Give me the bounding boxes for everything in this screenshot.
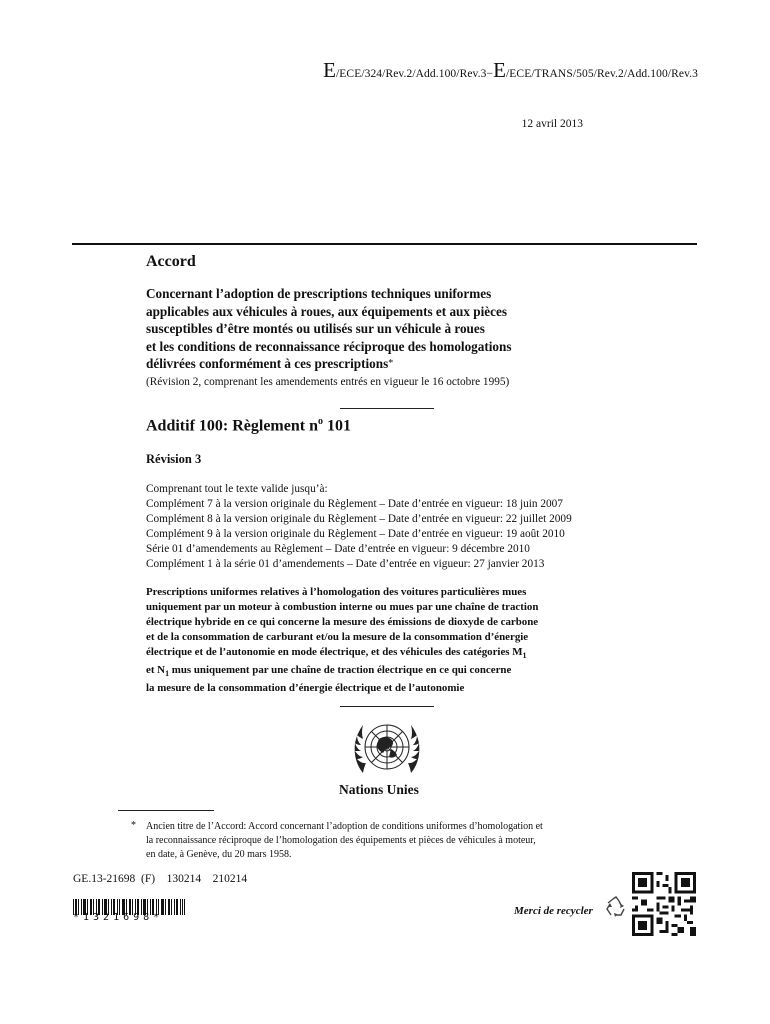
revision-label: Révision 3 bbox=[146, 452, 202, 466]
un-emblem-icon bbox=[343, 713, 431, 785]
prescriptions-text: et N bbox=[146, 664, 166, 677]
prescriptions-line: la mesure de la consommation d’énergie électrique et de l’autonomie bbox=[146, 682, 465, 695]
symbol-part1: /ECE/324/Rev.2/Add.100/Rev.3 bbox=[336, 68, 487, 80]
addendum-heading-suffix: 101 bbox=[322, 417, 351, 435]
symbol-e1: E bbox=[323, 58, 336, 82]
prescriptions-line: Prescriptions uniformes relatives à l’homologation des voitures particulières mues bbox=[146, 586, 527, 598]
prescriptions-line bbox=[146, 645, 646, 663]
concerning-line: susceptibles d’être montés ou utilisés sur un véhicule à roues bbox=[146, 321, 485, 336]
job-number: GE.13-21698 (F) 130214 210214 bbox=[73, 873, 248, 885]
concerning-line: et les conditions de reconnaissance réciproque des homologations bbox=[146, 338, 512, 354]
symbol-part2: /ECE/TRANS/505/Rev.2/Add.100/Rev.3 bbox=[506, 68, 698, 80]
footnote-line: la reconnaissance réciproque de l’homologation des équipements et pièces de véhicules à moteur, bbox=[146, 835, 536, 846]
prescriptions-line bbox=[146, 663, 646, 681]
symbol-e2: E bbox=[493, 58, 507, 82]
addendum-heading-sup: o bbox=[317, 416, 323, 427]
addendum-heading-prefix: Additif 100: Règlement n bbox=[146, 417, 318, 435]
footnote-line: en date, à Genève, du 20 mars 1958. bbox=[146, 849, 292, 860]
prescriptions-text: mus uniquement par une chaîne de traction électrique en ce qui concerne bbox=[169, 664, 512, 677]
footnote-text bbox=[146, 820, 616, 862]
prescriptions-title bbox=[146, 585, 646, 696]
footnote-reference: * bbox=[388, 358, 394, 369]
includes-item: Comprenant tout le texte valide jusqu’à: bbox=[146, 483, 328, 495]
includes-item: Complément 1 à la série 01 d’amendements – Date d’entrée en vigueur: 27 janvier 2013 bbox=[146, 558, 545, 570]
includes-item: Complément 8 à la version originale du Règlement – Date d’entrée en vigueur: 22 juillet 2009 bbox=[146, 513, 572, 525]
concerning-line: applicables aux véhicules à roues, aux équipements et aux pièces bbox=[146, 303, 507, 319]
concerning-block bbox=[146, 285, 626, 373]
footnote-marker: * bbox=[131, 820, 136, 831]
concerning-line-text: délivrées conformément à ces prescriptions bbox=[146, 356, 389, 371]
prescriptions-line: uniquement par un moteur à combustion interne ou mues par une chaîne de traction bbox=[146, 601, 539, 613]
barcode-number: *1321698* bbox=[73, 912, 164, 923]
prescriptions-text: électrique et de l’autonomie en mode électrique, et des véhicules des catégories M bbox=[146, 646, 523, 658]
addendum-heading bbox=[146, 416, 351, 435]
footnote-line: Ancien titre de l’Accord: Accord concernant l’adoption de conditions uniformes d’homologation et bbox=[146, 821, 543, 832]
document-symbol bbox=[220, 58, 698, 83]
prescriptions-line: et de la consommation de carburant et/ou la mesure de la consommation d’énergie bbox=[146, 631, 529, 643]
qr-code-icon bbox=[632, 872, 696, 936]
concerning-line bbox=[146, 355, 626, 373]
includes-item: Complément 9 à la version originale du Règlement – Date d’entrée en vigueur: 19 août 2010 bbox=[146, 528, 565, 540]
header-rule bbox=[72, 243, 697, 245]
subscript: 1 bbox=[522, 651, 527, 661]
symbol-separator: − bbox=[486, 68, 494, 80]
prescriptions-line: électrique hybride en ce qui concerne la mesure des émissions de dioxyde de carbone bbox=[146, 616, 539, 628]
concerning-line: Concernant l’adoption de prescriptions techniques uniformes bbox=[146, 286, 492, 301]
includes-list bbox=[146, 482, 646, 572]
includes-item: Complément 7 à la version originale du Règlement – Date d’entrée en vigueur: 18 juin 2007 bbox=[146, 498, 563, 510]
document-date: 12 avril 2013 bbox=[521, 118, 583, 130]
separator-rule bbox=[340, 706, 434, 707]
includes-item: Série 01 d’amendements au Règlement – Date d’entrée en vigueur: 9 décembre 2010 bbox=[146, 543, 530, 555]
footnote-rule bbox=[118, 810, 214, 811]
un-label: Nations Unies bbox=[339, 782, 419, 797]
recycle-text: Merci de recycler bbox=[514, 905, 593, 917]
separator-rule bbox=[340, 408, 434, 409]
subscript: 1 bbox=[165, 669, 170, 679]
revision-note: (Révision 2, comprenant les amendements entrés en vigueur le 16 octobre 1995) bbox=[146, 376, 510, 388]
recycle-icon bbox=[604, 895, 628, 919]
accord-title: Accord bbox=[146, 253, 196, 270]
